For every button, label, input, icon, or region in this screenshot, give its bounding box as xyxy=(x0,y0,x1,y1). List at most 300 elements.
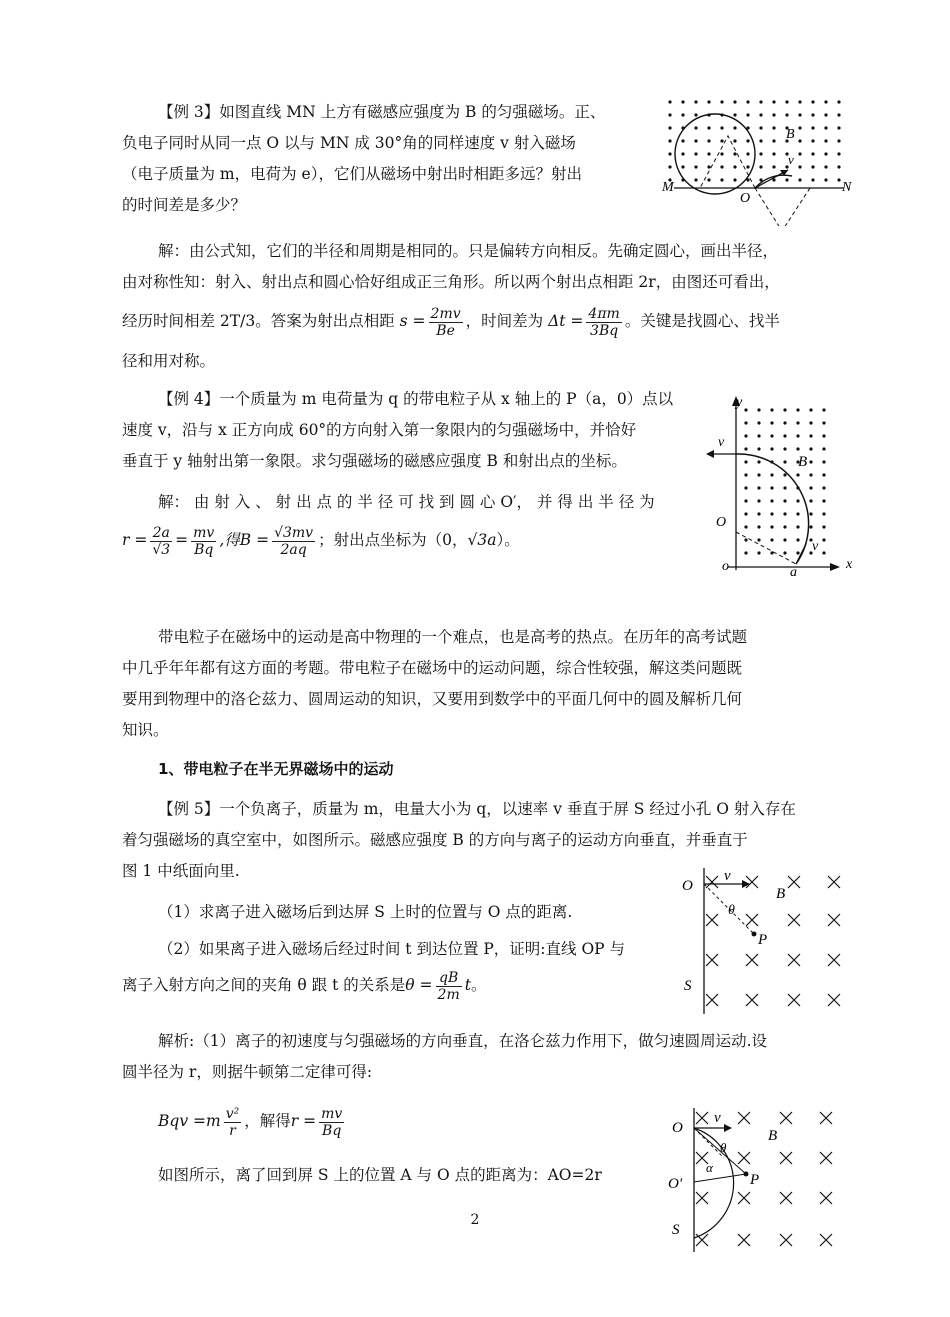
field-dot xyxy=(822,447,825,450)
ex3-field-dots xyxy=(668,100,840,181)
field-dot xyxy=(783,421,786,424)
field-dot xyxy=(796,447,799,450)
ex3-line1: 如图直线 MN 上方有磁感应强度为 B 的匀强磁场。正、 xyxy=(219,103,606,121)
field-dot xyxy=(744,551,747,554)
field-dot xyxy=(837,100,840,103)
ex5-fig2-label-v: v xyxy=(714,1110,721,1126)
field-dot xyxy=(770,408,773,411)
field-dot xyxy=(694,165,697,168)
field-cross xyxy=(706,954,718,966)
field-dot xyxy=(681,139,684,142)
ex3-t-num: 4πm xyxy=(588,305,620,322)
field-cross xyxy=(788,994,800,1006)
ex5-fig2-label-P: P xyxy=(750,1172,760,1188)
field-dot xyxy=(822,486,825,489)
field-dot xyxy=(707,152,710,155)
field-cross xyxy=(828,876,840,888)
ex5-th-num: qB xyxy=(436,970,462,987)
field-dot xyxy=(809,460,812,463)
field-dot xyxy=(809,512,812,515)
ex5-th-t: t xyxy=(464,976,471,994)
field-dot xyxy=(837,152,840,155)
ex5-fig1-label-S: S xyxy=(684,978,692,994)
ex3-sol2: 由对称性知：射入、射出点和圆心恰好组成正三角形。所以两个射出点相距 2r，由图还可看出， xyxy=(122,273,780,291)
ex4-label-y: y xyxy=(736,395,743,410)
field-dot xyxy=(744,460,747,463)
field-dot xyxy=(668,152,671,155)
field-dot xyxy=(770,525,773,528)
field-dot xyxy=(809,499,812,502)
ex5-fig1-label-B: B xyxy=(776,886,786,902)
field-cross xyxy=(696,1112,708,1124)
ex5-q2c: 。 xyxy=(470,976,487,994)
field-dot xyxy=(746,139,749,142)
ex4-label-v-top: v xyxy=(718,435,725,450)
field-dot xyxy=(811,152,814,155)
field-dot xyxy=(796,538,799,541)
field-dot xyxy=(757,447,760,450)
field-dot xyxy=(772,126,775,129)
field-cross xyxy=(780,1192,792,1204)
field-dot xyxy=(783,499,786,502)
intro-line2: 中几乎年年都有这方面的考题。带电粒子在磁场中的运动问题，综合性较强，解这类问题既 xyxy=(122,659,743,677)
ex5-fig2-label-O: O xyxy=(672,1120,683,1136)
ex3-t-den: 3Bq xyxy=(590,322,619,339)
field-cross xyxy=(746,914,758,926)
field-dot xyxy=(772,139,775,142)
field-dot xyxy=(783,538,786,541)
ex5-figure-2 xyxy=(666,1104,850,1256)
ex5-fig1-point-P xyxy=(752,932,757,937)
ex3-circle xyxy=(675,114,755,194)
field-dot xyxy=(798,126,801,129)
field-dot xyxy=(707,126,710,129)
field-dot xyxy=(744,538,747,541)
ex4-figure xyxy=(700,392,860,577)
field-cross xyxy=(788,954,800,966)
ex3-problem xyxy=(158,97,648,128)
field-cross xyxy=(738,1234,750,1246)
field-dot xyxy=(759,139,762,142)
ex3-s-num: 2mv xyxy=(430,305,461,322)
field-dot xyxy=(824,139,827,142)
ex4-tag: 【例 4】 xyxy=(158,390,220,408)
ex4-sol2c: ）。 xyxy=(496,531,520,549)
field-cross xyxy=(738,1152,750,1164)
field-dot xyxy=(809,486,812,489)
field-dot xyxy=(694,100,697,103)
field-dot xyxy=(783,512,786,515)
ex4-b-frac xyxy=(272,525,315,558)
field-dot xyxy=(822,512,825,515)
field-dot xyxy=(811,113,814,116)
field-dot xyxy=(796,551,799,554)
field-dot xyxy=(733,100,736,103)
field-dot xyxy=(707,139,710,142)
field-dot xyxy=(783,460,786,463)
field-dot xyxy=(694,139,697,142)
field-dot xyxy=(744,525,747,528)
field-dot xyxy=(694,113,697,116)
field-cross xyxy=(820,1152,832,1164)
ex4-line3: 垂直于 y 轴射出第一象限。求匀强磁场的磁感应强度 B 和射出点的坐标。 xyxy=(122,452,627,470)
intro-paragraph xyxy=(122,622,838,746)
ex3-s-frac xyxy=(429,306,463,339)
field-dot xyxy=(811,178,814,181)
field-dot xyxy=(798,100,801,103)
ex3-label-N: N xyxy=(842,180,852,195)
field-dot xyxy=(772,152,775,155)
field-dot xyxy=(759,113,762,116)
field-dot xyxy=(798,165,801,168)
field-cross xyxy=(746,876,758,888)
field-dot xyxy=(720,165,723,168)
field-dot xyxy=(681,152,684,155)
field-dot xyxy=(733,126,736,129)
ex3-problem-cont xyxy=(122,128,642,221)
intro-line4: 知识。 xyxy=(122,721,169,739)
field-dot xyxy=(757,434,760,437)
field-dot xyxy=(744,421,747,424)
field-dot xyxy=(707,100,710,103)
ex5-eq-rfrac xyxy=(319,1106,344,1139)
ex4-coord: √3a xyxy=(467,531,497,549)
field-dot xyxy=(744,486,747,489)
field-dot xyxy=(770,447,773,450)
field-dot xyxy=(824,165,827,168)
ex4-label-v-bot: v xyxy=(812,539,819,554)
ex5-fig2-label-B: B xyxy=(768,1128,778,1144)
field-dot xyxy=(733,178,736,181)
ex3-label-v: v xyxy=(788,152,794,167)
field-dot xyxy=(668,113,671,116)
ex4-r-lhs: r = xyxy=(122,531,148,549)
field-dot xyxy=(783,486,786,489)
ex5-fig1-label-theta: θ xyxy=(728,903,735,918)
field-cross xyxy=(746,954,758,966)
ex3-s-den: Be xyxy=(436,322,455,339)
field-dot xyxy=(822,538,825,541)
ex5-equation xyxy=(158,1096,558,1146)
field-dot xyxy=(757,525,760,528)
field-dot xyxy=(796,434,799,437)
ex3-t-frac xyxy=(586,306,621,339)
intro-line3: 要用到物理中的洛仑兹力、圆周运动的知识，又要用到数学中的平面几何中的圆及解析几何 xyxy=(122,690,743,708)
ex3-sol3b: ，时间差为 xyxy=(465,312,544,330)
field-dot xyxy=(744,473,747,476)
field-dot xyxy=(811,126,814,129)
field-dot xyxy=(772,113,775,116)
field-dot xyxy=(824,178,827,181)
field-dot xyxy=(757,499,760,502)
field-dot xyxy=(694,126,697,129)
ex5-fig1-arrowhead xyxy=(742,880,750,888)
field-dot xyxy=(733,113,736,116)
field-dot xyxy=(720,152,723,155)
field-dot xyxy=(720,100,723,103)
field-dot xyxy=(759,165,762,168)
ex5-eq-rden: Bq xyxy=(322,1122,342,1139)
field-cross xyxy=(696,1192,708,1204)
field-dot xyxy=(783,525,786,528)
field-dot xyxy=(796,473,799,476)
intro-line1: 带电粒子在磁场中的运动是高中物理的一个难点，也是高考的热点。在历年的高考试题 xyxy=(158,628,748,646)
field-cross xyxy=(820,1112,832,1124)
ex5-eq-r: r = xyxy=(290,1112,317,1130)
ex5-fig2-point-P xyxy=(744,1172,749,1177)
field-dot xyxy=(757,551,760,554)
field-dot xyxy=(707,165,710,168)
ex5-q2a: （2）如果离子进入磁场后经过时间 t 到达位置 P，证明:直线 OP 与 xyxy=(158,940,626,958)
field-dot xyxy=(759,152,762,155)
ex3-label-M: M xyxy=(662,180,674,195)
ex5-eq-rnum: mv xyxy=(321,1105,343,1122)
ex5-fig2-label-alpha: α xyxy=(706,1160,713,1175)
field-cross xyxy=(738,1112,750,1124)
field-dot xyxy=(785,100,788,103)
ex5-theta-frac xyxy=(436,970,462,1003)
field-dot xyxy=(783,408,786,411)
ex4-r-frac xyxy=(150,525,172,558)
field-cross xyxy=(696,1234,708,1246)
field-dot xyxy=(744,434,747,437)
field-dot xyxy=(733,139,736,142)
field-dot xyxy=(746,113,749,116)
field-dot xyxy=(757,473,760,476)
ex5-eq-num: v² xyxy=(225,1105,240,1122)
ex4-line2: 速度 v，沿与 x 正方向成 60°的方向射入第一象限内的匀强磁场中，并恰好 xyxy=(122,421,637,439)
field-cross xyxy=(820,1234,832,1246)
field-dot xyxy=(757,486,760,489)
ex5-fig2-label-theta: θ xyxy=(720,1140,727,1155)
field-dot xyxy=(824,100,827,103)
field-dot xyxy=(770,499,773,502)
field-dot xyxy=(798,139,801,142)
section-heading: 1、带电粒子在半无界磁场中的运动 xyxy=(158,760,394,778)
ex5-line1: 一个负离子，质量为 m，电量大小为 q，以速率 v 垂直于屏 S 经过小孔 O 射入存在 xyxy=(219,800,796,818)
ex5-fig1-label-v: v xyxy=(724,868,731,884)
page-number: 2 xyxy=(470,1212,480,1228)
field-dot xyxy=(822,525,825,528)
field-dot xyxy=(668,100,671,103)
field-dot xyxy=(759,126,762,129)
ex4-sol1: 解： 由 射 入 、 射 出 点 的 半 径 可 找 到 圆 心 O′， 并 得 出 半 径 为 xyxy=(158,493,655,511)
field-cross xyxy=(820,1192,832,1204)
field-dot xyxy=(837,126,840,129)
field-dot xyxy=(809,434,812,437)
ex5-line2: 着匀强磁场的真空室中，如图所示。磁感应强度 B 的方向与离子的运动方向垂直，并垂直于 xyxy=(122,831,748,849)
ex4-label-o: o xyxy=(722,559,729,574)
field-dot xyxy=(772,165,775,168)
ex3-sol3c: 。关键是找圆心、找半 xyxy=(624,312,780,330)
ex3-s-lhs: s = xyxy=(399,312,426,330)
field-dot xyxy=(744,499,747,502)
ex5-tag: 【例 5】 xyxy=(158,800,220,818)
field-dot xyxy=(837,165,840,168)
field-dot xyxy=(770,434,773,437)
field-dot xyxy=(668,165,671,168)
field-dot xyxy=(733,152,736,155)
ex4-r-den: √3 xyxy=(152,541,171,558)
field-cross xyxy=(788,876,800,888)
ex3-label-B: B xyxy=(786,127,795,142)
ex5-fig2-label-S: S xyxy=(672,1222,680,1238)
ex3-sol1: 解：由公式知，它们的半径和周期是相同的。只是偏转方向相反。先确定圆心，画出半径， xyxy=(158,242,779,260)
field-dot xyxy=(757,421,760,424)
field-cross xyxy=(706,876,718,888)
ex4-label-O: O xyxy=(716,515,727,530)
field-dot xyxy=(681,100,684,103)
field-dot xyxy=(668,139,671,142)
ex4-label-B: B xyxy=(798,454,808,470)
ex4-sol2b: ；射出点坐标为（0， xyxy=(318,531,468,549)
ex4-x-arrow xyxy=(830,563,840,571)
field-cross xyxy=(828,954,840,966)
ex3-sol4: 径和用对称。 xyxy=(122,352,216,370)
field-dot xyxy=(824,152,827,155)
field-dot xyxy=(720,178,723,181)
field-dot xyxy=(707,178,710,181)
field-dot xyxy=(744,512,747,515)
field-dot xyxy=(772,100,775,103)
field-dot xyxy=(770,421,773,424)
ex3-tag: 【例 3】 xyxy=(158,103,220,121)
ex4-arc xyxy=(736,454,809,564)
ex5-eq-lhs: Bqv =m xyxy=(158,1112,221,1130)
ex4-radius xyxy=(736,532,796,564)
field-cross xyxy=(788,914,800,926)
field-dot xyxy=(796,512,799,515)
ex5-eq-frac xyxy=(224,1106,242,1139)
field-dot xyxy=(746,165,749,168)
field-dot xyxy=(783,434,786,437)
field-dot xyxy=(694,152,697,155)
field-dot xyxy=(811,165,814,168)
field-dot xyxy=(785,178,788,181)
field-dot xyxy=(822,421,825,424)
ex4-label-a: a xyxy=(790,565,797,577)
ex3-label-O: O xyxy=(740,191,751,206)
ex5-fig1-label-O: O xyxy=(682,878,693,894)
ex4-b-num: √3mv xyxy=(274,524,314,541)
field-dot xyxy=(822,499,825,502)
field-dot xyxy=(681,113,684,116)
field-cross xyxy=(780,1152,792,1164)
field-dot xyxy=(744,447,747,450)
field-dot xyxy=(746,100,749,103)
field-dot xyxy=(822,551,825,554)
field-dot xyxy=(809,408,812,411)
field-dot xyxy=(770,538,773,541)
field-dot xyxy=(796,525,799,528)
ex5-ana3: 如图所示，离了回到屏 S 上的位置 A 与 O 点的距离为：AO=2r xyxy=(158,1166,602,1184)
ex5-fig1-label-P: P xyxy=(758,932,768,948)
ex5-eq-den: r xyxy=(229,1122,236,1139)
ex5-fig2-label-Oprime: O′ xyxy=(668,1176,683,1192)
ex4-r2-frac xyxy=(191,525,216,558)
field-dot xyxy=(757,408,760,411)
field-dot xyxy=(798,152,801,155)
field-dot xyxy=(822,408,825,411)
ex3-t-lhs: Δt = xyxy=(548,312,584,330)
field-dot xyxy=(809,473,812,476)
ex5-eq-mid: ，解得 xyxy=(244,1112,291,1130)
field-dot xyxy=(809,421,812,424)
ex5-ana2: 圆半径为 r，则据牛顿第二定律可得: xyxy=(122,1063,373,1081)
ex4-problem xyxy=(122,384,692,562)
ex4-b-den: 2aq xyxy=(280,541,307,558)
field-dot xyxy=(757,460,760,463)
ex4-exit-arrowhead xyxy=(706,450,714,458)
ex5-ana1: 解析:（1）离子的初速度与匀强磁场的方向垂直，在洛仑兹力作用下，做匀速圆周运动.设 xyxy=(158,1032,768,1050)
field-dot xyxy=(744,408,747,411)
field-dot xyxy=(824,126,827,129)
ex5-th-den: 2m xyxy=(437,986,460,1003)
field-dot xyxy=(809,447,812,450)
field-dot xyxy=(770,486,773,489)
field-cross xyxy=(738,1192,750,1204)
ex5-fig2-arrowhead xyxy=(724,1124,732,1132)
field-dot xyxy=(822,473,825,476)
ex3-triangle-down xyxy=(755,188,810,226)
field-dot xyxy=(757,512,760,515)
ex3-line2: 负电子同时从同一点 O 以与 MN 成 30°角的同样速度 v 射入磁场 xyxy=(122,134,576,152)
field-dot xyxy=(770,512,773,515)
field-dot xyxy=(811,139,814,142)
field-dot xyxy=(783,551,786,554)
field-dot xyxy=(783,473,786,476)
ex4-r2-den: Bq xyxy=(194,541,214,558)
field-dot xyxy=(746,152,749,155)
ex5-line3: 图 1 中纸面向里. xyxy=(122,862,240,880)
field-dot xyxy=(796,499,799,502)
ex3-line4: 的时间差是多少？ xyxy=(122,196,247,214)
field-dot xyxy=(783,447,786,450)
field-dot xyxy=(798,178,801,181)
ex3-sol3a: 经历时间相差 2T/3。答案为射出点相距 xyxy=(122,312,395,330)
field-cross xyxy=(706,994,718,1006)
field-dot xyxy=(733,165,736,168)
ex5-q1: （1）求离子进入磁场后到达屏 S 上时的位置与 O 点的距离. xyxy=(158,903,573,921)
field-dot xyxy=(837,178,840,181)
field-dot xyxy=(822,460,825,463)
field-cross xyxy=(780,1234,792,1246)
field-dot xyxy=(770,473,773,476)
field-dot xyxy=(757,538,760,541)
field-dot xyxy=(824,113,827,116)
field-dot xyxy=(837,139,840,142)
ex5-q2b: 离子入射方向之间的夹角 θ 跟 t 的关系是 xyxy=(122,976,406,994)
field-dot xyxy=(785,113,788,116)
field-dot xyxy=(759,100,762,103)
field-dot xyxy=(796,421,799,424)
ex4-eq2: = xyxy=(175,531,189,549)
field-dot xyxy=(720,126,723,129)
ex5-theta-lhs: θ = xyxy=(405,976,433,994)
field-cross xyxy=(706,914,718,926)
ex3-solution xyxy=(122,236,838,377)
ex4-field-dots xyxy=(744,408,825,554)
ex5-analysis xyxy=(122,1026,838,1088)
ex5-fig2-radius xyxy=(694,1174,746,1182)
field-dot xyxy=(811,100,814,103)
field-dot xyxy=(681,165,684,168)
field-dot xyxy=(796,408,799,411)
field-cross xyxy=(828,914,840,926)
ex4-line1: 一个质量为 m 电荷量为 q 的带电粒子从 x 轴上的 P（a，0）点以 xyxy=(219,390,674,408)
ex4-r-num: 2a xyxy=(150,525,172,542)
ex4-label-x: x xyxy=(846,557,853,572)
